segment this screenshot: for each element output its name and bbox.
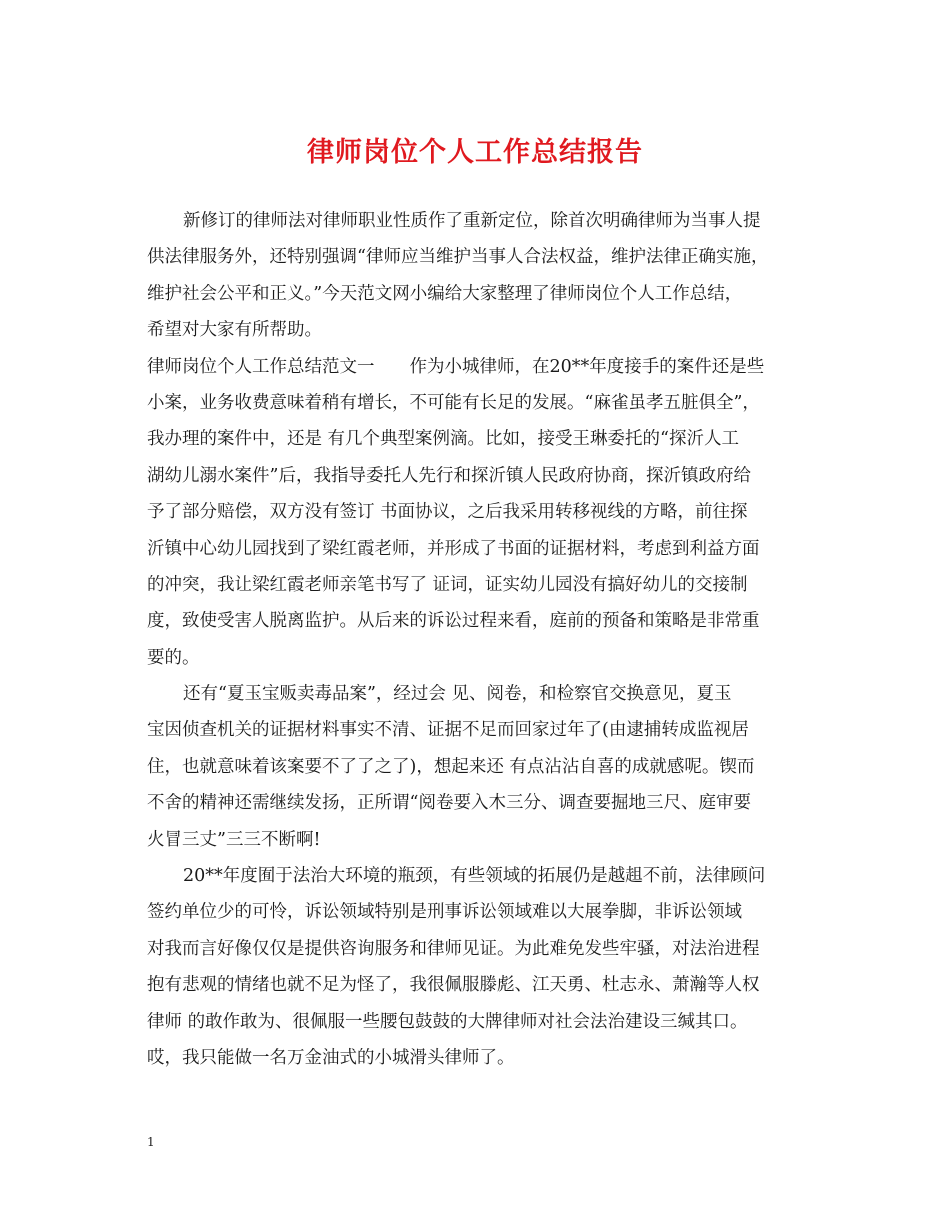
text-line: 对我而言好像仅仅是提供咨询服务和律师见证。为此难免发些牢骚，对法治进程 <box>147 938 760 959</box>
page-number: 1 <box>147 1135 155 1149</box>
text-line: 20**年度囿于法治大环境的瓶颈，有些领域的拓展仍是越趄不前，法律顾问 <box>183 866 766 887</box>
text-line: 宝因侦查机关的证据材料事实不清、证据不足而回家过年了(由逮捕转成监视居 <box>147 720 749 741</box>
text-line: 抱有悲观的情绪也就不足为怪了，我很佩服滕彪、江天勇、杜志永、萧瀚等人权 <box>147 975 760 996</box>
text-line: 维护社会公平和正义。”今天范文网小编给大家整理了律师岗位个人工作总结， <box>147 283 743 304</box>
text-line: 湖幼儿溺水案件”后，我指导委托人先行和探沂镇人民政府协商，探沂镇政府给 <box>147 465 751 486</box>
text-line: 要的。 <box>147 647 200 668</box>
text-line: 哎，我只能做一名万金油式的小城滑头律师了。 <box>147 1047 515 1068</box>
text-line: 签约单位少的可怜，诉讼领域特别是刑事诉讼领域难以大展拳脚，非诉讼领域 <box>147 902 742 923</box>
text-line: 还有“夏玉宝贩卖毒品案”，经过会 见、阅卷，和检察官交换意见，夏玉 <box>183 684 732 705</box>
text-line: 住，也就意味着该案要不了了之了)，想起来还 有点沾沾自喜的成就感呢。锲而 <box>147 756 755 777</box>
text-line: 供法律服务外，还特别强调“律师应当维护当事人合法权益，维护法律正确实施， <box>147 247 769 268</box>
text-line: 度，致使受害人脱离监护。从后来的诉讼过程来看，庭前的预备和策略是非常重 <box>147 611 760 632</box>
text-line: 的冲突，我让梁红霞老师亲笔书写了 证词，证实幼儿园没有搞好幼儿的交接制 <box>147 574 748 595</box>
text-line: 律师 的敢作敢为、很佩服一些腰包鼓鼓的大牌律师对社会法治建设三缄其口。 <box>147 1011 748 1032</box>
text-line: 不舍的精神还需继续发扬，正所谓“阅卷要入木三分、调查要掘地三尺、庭审要 <box>147 793 751 814</box>
text-line: 火冒三丈”三三不断啊! <box>147 829 321 850</box>
text-line: 我办理的案件中，还是 有几个典型案例滴。比如，接受王琳委托的“探沂人工 <box>147 429 740 450</box>
document-title: 律师岗位个人工作总结报告 <box>307 137 643 168</box>
text-line: 小案，业务收费意味着稍有增长，不可能有长足的发展。“麻雀虽孝五脏俱全”， <box>147 392 760 413</box>
text-line: 新修订的律师法对律师职业性质作了重新定位，除首次明确律师为当事人提 <box>183 211 761 231</box>
text-line: 沂镇中心幼儿园找到了梁红霞老师，并形成了书面的证据材料，考虑到利益方面 <box>147 538 760 559</box>
text-line: 予了部分赔偿，双方没有签订 书面协议，之后我采用转移视线的方略，前往探 <box>147 502 748 523</box>
text-line: 律师岗位个人工作总结范文一 作为小城律师，在20**年度接手的案件还是些 <box>147 356 765 377</box>
document-body <box>147 203 807 1076</box>
text-line: 希望对大家有所帮助。 <box>147 320 322 341</box>
